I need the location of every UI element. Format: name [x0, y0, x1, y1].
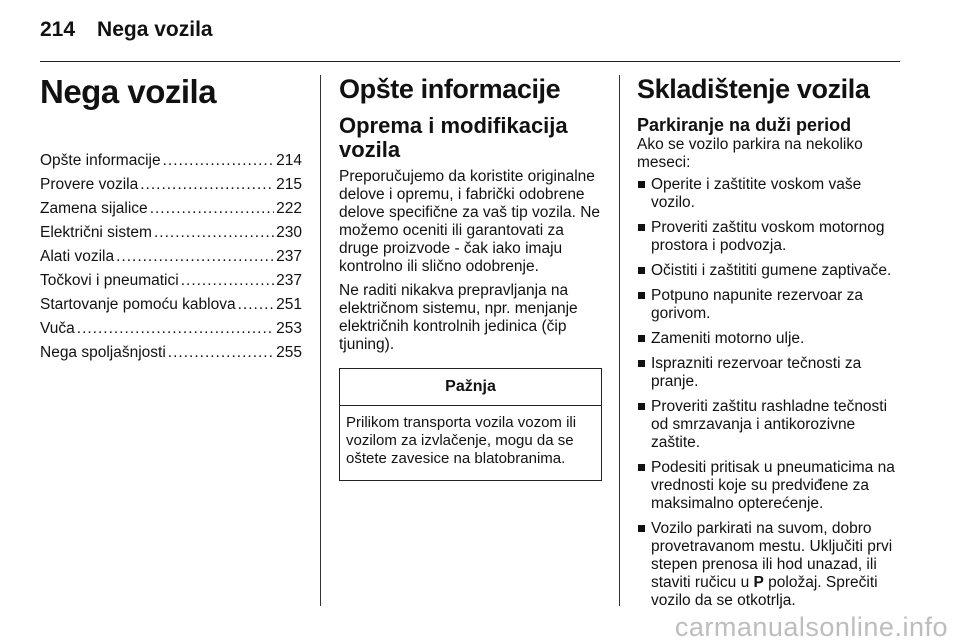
- toc-item-page: 222: [276, 200, 302, 217]
- section-subtitle: Oprema i modifikacija vozila: [339, 113, 568, 162]
- toc-item-page: 230: [276, 224, 302, 241]
- toc-item-title: Zamena sijalice: [40, 200, 148, 217]
- toc-item[interactable]: [40, 296, 302, 314]
- toc-item-page: 253: [276, 320, 302, 337]
- toc-item-title: Točkovi i pneumatici: [40, 272, 179, 289]
- list-item: Očistiti i zaštititi gumene zaptivače.: [637, 262, 905, 280]
- toc-item-title: Električni sistem: [40, 224, 152, 241]
- header-divider: [40, 61, 900, 62]
- toc-item-page: 251: [276, 296, 302, 313]
- toc-item[interactable]: [40, 248, 302, 266]
- column-contents: [40, 72, 302, 368]
- list-item: Zameniti motorno ulje.: [637, 330, 905, 348]
- notice-title: Pažnja: [340, 369, 601, 406]
- toc-item-page: 237: [276, 272, 302, 289]
- toc-item-page: 214: [276, 152, 302, 169]
- toc-item-page: 215: [276, 176, 302, 193]
- page-header: [40, 18, 213, 48]
- toc-item[interactable]: [40, 224, 302, 242]
- section-title: Opšte informacije: [339, 74, 561, 104]
- toc-item[interactable]: [40, 152, 302, 170]
- section-title: Skladištenje vozila: [637, 74, 870, 104]
- paragraph-original-parts: Preporučujemo da koristite originalne delove i opremu, i fabrički odobrene delove specifične za vaš tip vozila. Ne možemo oceniti ili garantovati za druge proizvode - čak iako imaju kontrolno ili slično odobrenje.: [339, 168, 601, 275]
- column-storage: [637, 72, 905, 617]
- list-item: Operite i zaštitite voskom vaše vozilo.: [637, 176, 905, 212]
- header-title: Nega vozila: [97, 18, 213, 41]
- intro-text: Ako se vozilo parkira na nekoliko meseci:: [637, 136, 863, 171]
- notice-box: [339, 368, 602, 481]
- list-item: Potpuno napunite rezervoar za gorivom.: [637, 287, 905, 323]
- toc-item-title: Nega spoljašnjosti: [40, 344, 166, 361]
- toc-item[interactable]: [40, 320, 302, 338]
- list-item: Proveriti zaštitu rashladne tečnosti od smrzavanja i antikorozivne zaštite.: [637, 398, 905, 452]
- toc-item[interactable]: [40, 344, 302, 362]
- toc-item-title: Opšte informacije: [40, 152, 161, 169]
- toc-item-title: Provere vozila: [40, 176, 139, 193]
- toc-item-title: Startovanje pomoću kablova: [40, 296, 236, 313]
- page-number: 214: [40, 18, 76, 41]
- list-item: Podesiti pritisak u pneumaticima na vrednosti koje su predviđene za maksimalno opterećenje.: [637, 459, 905, 513]
- toc-item-page: 237: [276, 248, 302, 265]
- chapter-title: Nega vozila: [40, 73, 217, 110]
- toc-item-page: 255: [276, 344, 302, 361]
- section-subtitle: Parkiranje na duži period: [637, 115, 852, 135]
- gear-position-p: P: [753, 574, 764, 591]
- table-of-contents: [40, 152, 302, 362]
- toc-item-title: Vuča: [40, 320, 75, 337]
- column-divider-1: [320, 75, 321, 606]
- column-divider-2: [619, 75, 620, 606]
- paragraph-no-modifications: Ne raditi nikakva prepravljanja na električnom sistemu, npr. menjanje električnih kontrolnih jedinica (čip tjuning).: [339, 282, 578, 353]
- storage-checklist: [637, 176, 905, 610]
- toc-item[interactable]: [40, 272, 302, 290]
- toc-item-title: Alati vozila: [40, 248, 115, 265]
- toc-item[interactable]: [40, 176, 302, 194]
- list-item: Proveriti zaštitu voskom motornog prostora i podvozja.: [637, 219, 905, 255]
- list-item: Isprazniti rezervoar tečnosti za pranje.: [637, 355, 905, 391]
- list-item: Vozilo parkirati na suvom, dobro provetravanom mestu. Uključiti prvi stepen prenosa ili hod unazad, ili staviti ručicu u P položaj. Sprečiti vozilo da se otkotrlja.: [637, 520, 905, 610]
- toc-item[interactable]: [40, 200, 302, 218]
- watermark: carmanualsonline.info: [674, 612, 948, 642]
- notice-body: Prilikom transporta vozila vozom ili vozilom za izvlačenje, mogu da se oštete zavesice na blatobranima.: [346, 414, 577, 467]
- column-general-info: [339, 72, 605, 481]
